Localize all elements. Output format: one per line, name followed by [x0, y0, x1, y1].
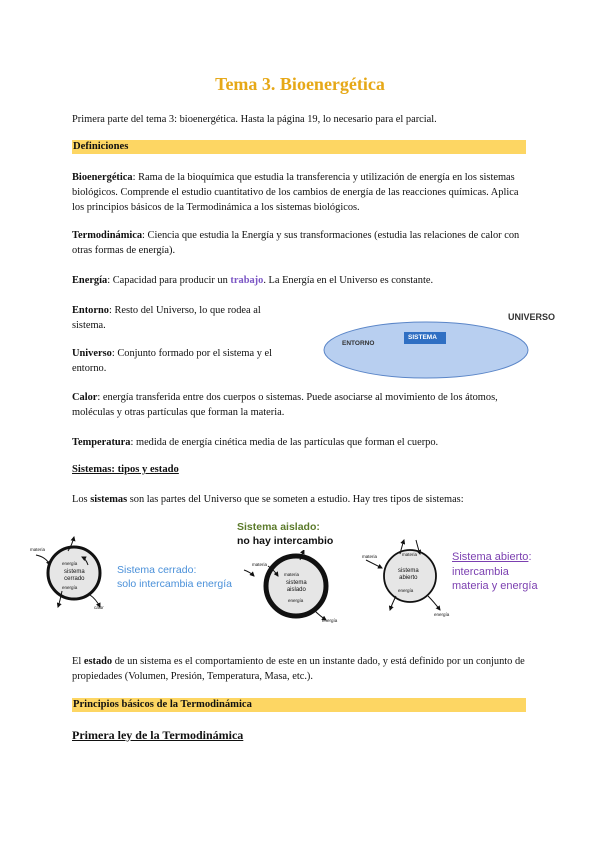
caption-line2: intercambia	[452, 565, 509, 578]
term: estado	[83, 656, 113, 667]
caption-line1: Sistema cerrado:	[117, 564, 197, 576]
open-system-caption	[452, 550, 538, 594]
inner-line1: sistema	[398, 568, 419, 574]
trabajo-link[interactable]: trabajo	[230, 275, 264, 286]
isolated-system-caption	[237, 520, 333, 548]
inner-line1: sistema	[286, 580, 307, 586]
materia-out-label: materia	[284, 572, 300, 577]
system-inner-label	[286, 580, 307, 594]
def-termodinamica	[72, 228, 532, 258]
inner-line2: aislado	[286, 587, 306, 593]
universe-diagram	[322, 310, 562, 382]
caption-line2: no hay intercambio	[237, 535, 334, 547]
def-text: : Resto del Universo, lo que rodea al sistema.	[72, 305, 261, 332]
def-universo	[72, 346, 297, 376]
sistemas-intro	[72, 492, 532, 507]
def-text: : Capacidad para producir un	[107, 275, 231, 286]
term: Universo	[72, 348, 112, 359]
isolated-system-diagram	[238, 550, 350, 630]
intro-paragraph: Primera parte del tema 3: bioenergética. Hasta la página 19, lo necesario para el parcial.	[72, 114, 437, 125]
universo-label: UNIVERSO	[508, 312, 556, 322]
caption-title: Sistema abierto	[452, 551, 529, 563]
caption-colon: :	[528, 551, 532, 563]
system-inner-label	[398, 568, 419, 582]
def-text: : Conjunto formado por el sistema y el entorno.	[72, 348, 272, 375]
estado-paragraph	[72, 654, 534, 684]
materia-in-label: materia	[252, 562, 268, 567]
def-text: : Rama de la bioquímica que estudia la transferencia y utilización de energía en los sistemas biológicos. Comprende el estudio cuantitativo de los cambios de energía de las reacciones químicas. Aplica los principios básicos de la Termodinámica a los sistemas biológicos.	[72, 172, 519, 214]
energia-in-label: energía	[288, 598, 304, 603]
caption-line2: solo intercambia energía	[117, 578, 232, 590]
energia-out-label: energía	[62, 585, 78, 590]
def-text: : energía transferida entre dos cuerpos o sistemas. Puede asociarse al movimiento de los átomos, moléculas y otras partículas que forman la materia.	[72, 392, 498, 419]
term: Temperatura	[72, 437, 131, 448]
def-bioenergetica	[72, 170, 532, 216]
term: Calor	[72, 392, 98, 403]
text: Los	[72, 494, 91, 505]
section-definiciones: Definiciones	[72, 140, 526, 154]
energia-label-a: energía	[398, 588, 414, 593]
term: Termodinámica	[72, 230, 143, 241]
calor-label: calor	[94, 605, 104, 610]
def-text: . La Energía en el Universo es constante.	[263, 275, 434, 286]
inner-line1: sistema	[64, 569, 85, 575]
section-primera-ley: Primera ley de la Termodinámica	[72, 728, 244, 742]
materia-label: materia	[30, 547, 46, 552]
closed-system-caption	[117, 563, 232, 591]
energia-in-label: energía	[62, 561, 78, 566]
term: Energía	[72, 275, 108, 286]
def-entorno	[72, 303, 297, 333]
caption-line3: materia y energía	[452, 580, 538, 592]
inner-line2: abierto	[399, 575, 418, 581]
energia-label-b: energía	[434, 612, 450, 617]
inner-line2: cerrado	[64, 576, 85, 582]
def-calor	[72, 390, 534, 420]
closed-system-diagram	[28, 535, 118, 615]
caption-line1: Sistema aislado:	[237, 521, 320, 533]
text: son las partes del Universo que se someten a estudio. Hay tres tipos de sistemas:	[127, 494, 464, 505]
def-text: : medida de energía cinética media de las partículas que forman el cuerpo.	[130, 437, 439, 448]
term: Entorno	[72, 305, 109, 316]
def-text: : Ciencia que estudia la Energía y sus transformaciones (estudia las relaciones de calor con otras formas de energía).	[72, 230, 520, 257]
system-inner-label	[64, 569, 85, 583]
energia-out-label: energía	[322, 618, 338, 623]
open-system-diagram	[360, 530, 450, 620]
term: sistemas	[90, 494, 128, 505]
text: de un sistema es el comportamiento de este en un instante dado, y está definido por un conjunto de propiedades (Volumen, Presión, Temperatura, Masa, etc.).	[72, 656, 525, 683]
term: Bioenergética	[72, 172, 133, 183]
page-title: Tema 3. Bioenergética	[215, 74, 385, 94]
materia-label-a: materia	[362, 554, 378, 559]
sistema-label: SISTEMA	[408, 334, 437, 341]
text: El	[72, 656, 84, 667]
def-temperatura	[72, 435, 532, 450]
section-sistemas: Sistemas: tipos y estado	[72, 464, 179, 475]
def-energia	[72, 273, 532, 288]
materia-label-b: materia	[402, 552, 418, 557]
entorno-label: ENTORNO	[342, 340, 375, 347]
section-principios: Principios básicos de la Termodinámica	[72, 698, 526, 712]
caption-line1	[452, 550, 538, 565]
